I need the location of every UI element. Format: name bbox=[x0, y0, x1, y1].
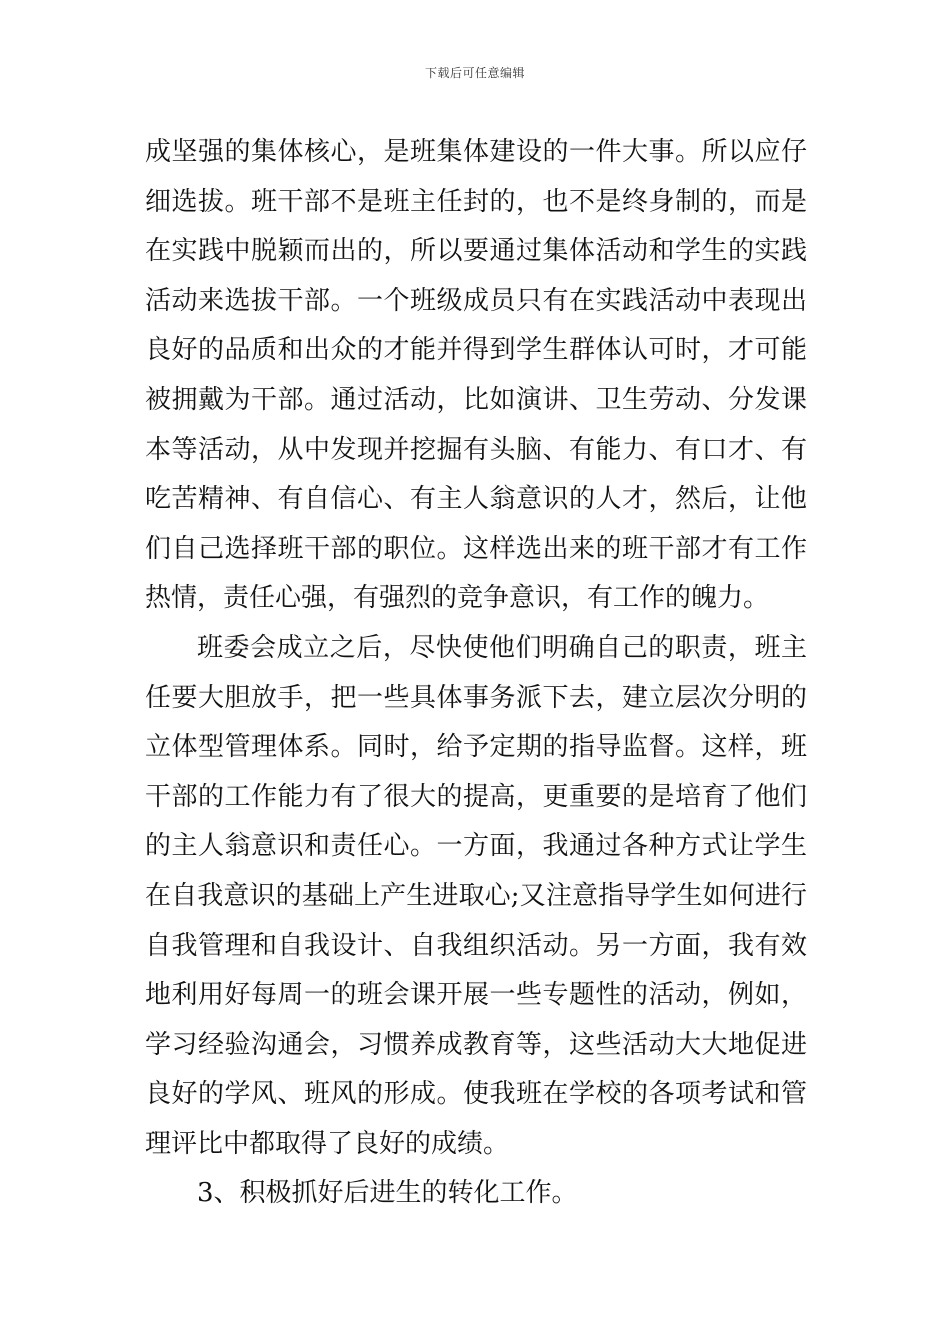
text-line: 在自我意识的基础上产生进取心;又注意指导学生如何进行 bbox=[145, 880, 807, 911]
text-line: 的主人翁意识和责任心。一方面，我通过各种方式让学生 bbox=[145, 831, 807, 862]
text-line: 任要大胆放手，把一些具体事务派下去，建立层次分明的 bbox=[145, 682, 807, 713]
text-line: 活动来选拔干部。一个班级成员只有在实践活动中表现出 bbox=[145, 285, 807, 316]
text-line: 在实践中脱颖而出的，所以要通过集体活动和学生的实践 bbox=[145, 236, 807, 267]
text-line: 良好的品质和出众的才能并得到学生群体认可时，才可能 bbox=[145, 335, 807, 366]
text-line: 地利用好每周一的班会课开展一些专题性的活动，例如， bbox=[145, 980, 807, 1011]
text-line: 自我管理和自我设计、自我组织活动。另一方面，我有效 bbox=[145, 930, 807, 961]
text-line: 成坚强的集体核心，是班集体建设的一件大事。所以应仔 bbox=[145, 137, 807, 167]
text-line: 热情，责任心强，有强烈的竞争意识，有工作的魄力。 bbox=[145, 583, 770, 614]
text-line: 3、积极抓好后进生的转化工作。 bbox=[197, 1178, 578, 1209]
text-line: 学习经验沟通会，习惯养成教育等，这些活动大大地促进 bbox=[145, 1029, 807, 1060]
document-body bbox=[145, 128, 807, 1219]
text-line: 们自己选择班干部的职位。这样选出来的班干部才有工作 bbox=[145, 533, 807, 564]
page-header: 下载后可任意编辑 bbox=[424, 66, 525, 80]
text-line: 理评比中都取得了良好的成绩。 bbox=[145, 1128, 510, 1159]
text-line: 吃苦精神、有自信心、有主人翁意识的人才，然后，让他 bbox=[145, 484, 807, 515]
text-line: 班委会成立之后，尽快使他们明确自己的职责，班主 bbox=[197, 632, 807, 663]
text-line: 干部的工作能力有了很大的提高，更重要的是培育了他们 bbox=[145, 781, 807, 812]
text-line: 立体型管理体系。同时，给予定期的指导监督。这样，班 bbox=[145, 732, 807, 763]
text-line: 本等活动，从中发现并挖掘有头脑、有能力、有口才、有 bbox=[145, 434, 807, 465]
text-line: 良好的学风、班风的形成。使我班在学校的各项考试和管 bbox=[145, 1079, 807, 1110]
text-line: 细选拔。班干部不是班主任封的，也不是终身制的，而是 bbox=[145, 186, 807, 217]
text-line: 被拥戴为干部。通过活动，比如演讲、卫生劳动、分发课 bbox=[145, 384, 807, 415]
